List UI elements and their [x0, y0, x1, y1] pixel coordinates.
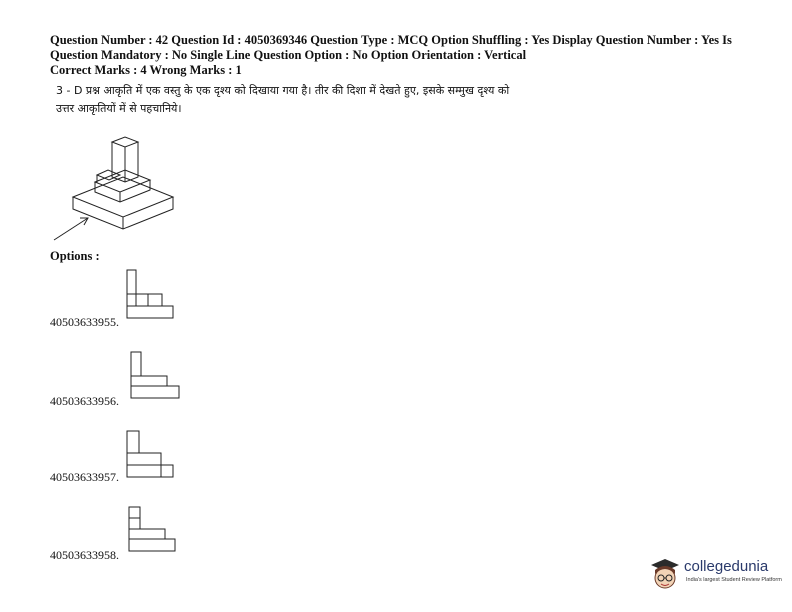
- option-3-figure: [124, 429, 178, 479]
- collegedunia-logo-icon: [648, 556, 682, 592]
- header-line-3: Correct Marks : 4 Wrong Marks : 1: [50, 63, 242, 77]
- question-line-2: उत्तर आकृतियों में से पहचानिये।: [56, 102, 182, 115]
- option-2-id[interactable]: 40503633956.: [50, 394, 119, 408]
- question-figure: [50, 130, 180, 245]
- option-2-figure: [128, 350, 182, 400]
- base-slab-top: [73, 177, 173, 217]
- view-arrow: [54, 218, 88, 240]
- option-4-id[interactable]: 40503633958.: [50, 548, 119, 562]
- option-3-id[interactable]: 40503633957.: [50, 470, 119, 484]
- watermark-tagline: India's largest Student Review Platform: [686, 577, 782, 583]
- option-1-id[interactable]: 40503633955.: [50, 315, 119, 329]
- question-header: [50, 33, 750, 78]
- options-label: Options :: [50, 249, 100, 263]
- header-line-1: Question Number : 42 Question Id : 4050369346 Question Type : MCQ Option Shuffling : Yes Display Question Number : Yes Is: [50, 33, 732, 47]
- watermark-name: collegedunia: [684, 558, 769, 575]
- question-line-1: 3 - D प्रश्न आकृति में एक वस्तु के एक दृश्य को दिखाया गया है। तीर की दिशा में देखते हुए, इसके सम्मुख दृश्य को: [56, 84, 510, 97]
- question-text: [56, 82, 616, 118]
- option-4-figure: [126, 505, 180, 555]
- option-1-figure: [124, 268, 176, 320]
- header-line-2: Question Mandatory : No Single Line Question Option : No Option Orientation : Vertical: [50, 48, 527, 62]
